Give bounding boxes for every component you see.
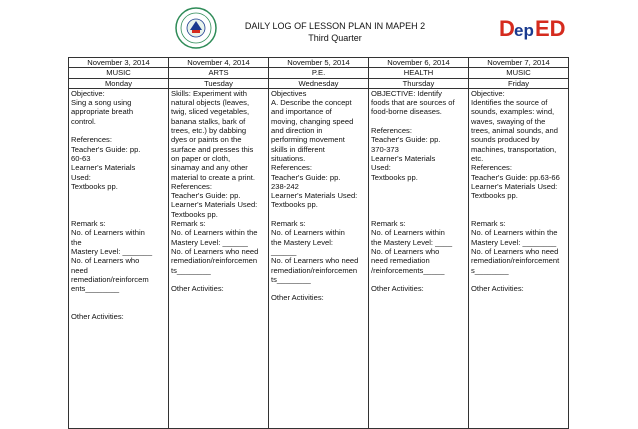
content-line: A. Describe the concept: [271, 98, 352, 108]
content-line: Other Activities:: [71, 312, 124, 322]
date-cell: November 3, 2014: [69, 58, 169, 68]
content-line: Skills: Experiment with: [171, 88, 247, 98]
lesson-content-cell: [69, 88, 169, 428]
content-line: [471, 275, 566, 284]
content-line: [371, 117, 466, 126]
subject-cell: HEALTH: [369, 68, 469, 78]
date-cell: November 5, 2014: [269, 58, 369, 68]
content-line: [71, 210, 166, 219]
content-line: [371, 182, 466, 191]
content-line: No. of Learners who need: [271, 256, 359, 266]
content-line: trees, etc.) by dabbing: [171, 126, 247, 136]
document-title: [215, 20, 455, 44]
content-line: 60-63: [71, 153, 91, 163]
content-line: control.: [71, 116, 96, 126]
content-line: [371, 275, 466, 284]
content-line: s________: [471, 265, 509, 275]
content-line: Remark s:: [271, 219, 306, 229]
content-line: [71, 303, 166, 312]
content-line: 370-373: [371, 144, 399, 154]
content-line: etc.: [471, 153, 484, 163]
content-line: No. of Learners within: [371, 228, 445, 238]
content-line: /reinforcements_____: [371, 265, 445, 275]
day-row: [69, 78, 569, 88]
content-line: Other Activities:: [171, 284, 224, 294]
date-cell: November 6, 2014: [369, 58, 469, 68]
content-line: Learner's Materials Used:: [171, 200, 258, 210]
content-line: [471, 200, 566, 209]
content-line: twig, sliced vegetables,: [171, 107, 250, 117]
content-row: [69, 88, 569, 428]
content-line: [71, 200, 166, 209]
content-line: No. of Learners within the: [171, 228, 258, 238]
content-line: dyes or paints on the: [171, 135, 242, 145]
content-line: Remark s:: [371, 219, 406, 229]
content-line: References:: [471, 163, 512, 173]
content-line: Objective:: [71, 88, 105, 98]
content-line: food-borne diseases.: [371, 107, 442, 117]
subject-cell: MUSIC: [69, 68, 169, 78]
content-line: need remediation: [371, 256, 430, 266]
content-line: natural objects (leaves,: [171, 98, 250, 108]
content-line: remediation/reinforcement: [471, 256, 560, 266]
content-line: need: [71, 265, 88, 275]
title-line-2: Third Quarter: [308, 33, 362, 43]
svg-text:ED: ED: [535, 16, 566, 41]
subject-cell: P.E.: [269, 68, 369, 78]
content-line: [471, 210, 566, 219]
lesson-content-cell: [469, 88, 569, 428]
content-line: Textbooks pp.: [371, 172, 418, 182]
content-line: No. of Learners within the: [471, 228, 558, 238]
content-line: Remark s:: [471, 219, 506, 229]
content-line: trees, animal sounds, and: [471, 126, 558, 136]
content-line: No. of Learners who need: [171, 246, 259, 256]
page-header: [0, 0, 638, 58]
subject-row: [69, 68, 569, 78]
content-line: skills in different: [271, 144, 325, 154]
content-line: [171, 275, 266, 284]
lesson-content-cell: [269, 88, 369, 428]
content-line: and importance of: [271, 107, 332, 117]
content-line: Teacher's Guide: pp.: [371, 135, 441, 145]
day-cell: Wednesday: [269, 78, 369, 88]
content-line: No. of Learners within: [271, 228, 345, 238]
content-line: sounds, examples: wind,: [471, 107, 555, 117]
content-line: Textbooks pp.: [471, 191, 518, 201]
content-line: Learner's Materials: [371, 153, 436, 163]
content-line: OBJECTIVE: Identify: [371, 88, 442, 98]
content-line: material to create a print.: [171, 172, 255, 182]
content-line: Teacher's Guide: pp.63-66: [471, 172, 560, 182]
day-cell: Monday: [69, 78, 169, 88]
content-line: foods that are sources of: [371, 98, 455, 108]
deped-logo: [497, 12, 573, 44]
content-line: [271, 284, 366, 293]
content-line: the: [71, 237, 82, 247]
date-cell: November 4, 2014: [169, 58, 269, 68]
content-line: ents________: [71, 284, 120, 294]
content-line: [371, 210, 466, 219]
svg-text:D: D: [499, 16, 515, 41]
content-line: Textbooks pp.: [71, 181, 118, 191]
content-line: Teacher's Guide: pp.: [171, 191, 241, 201]
content-line: No. of Learners who need: [471, 246, 559, 256]
content-line: Mastery Level: ________: [471, 237, 557, 247]
content-line: No. of Learners within: [71, 228, 145, 238]
content-line: remediation/reinforcemen: [171, 256, 258, 266]
content-line: ______: [271, 246, 297, 256]
content-line: situations.: [271, 153, 306, 163]
content-line: No. of Learners who: [71, 256, 140, 266]
content-line: the Mastery Level:: [271, 237, 334, 247]
content-line: banana stalks, bark of: [171, 116, 246, 126]
svg-text:ep: ep: [514, 21, 534, 40]
content-line: sinamay and any other: [171, 163, 248, 173]
content-line: References:: [171, 181, 212, 191]
content-line: Remark s:: [171, 219, 206, 229]
content-line: and direction in: [271, 126, 323, 136]
content-line: [71, 293, 166, 302]
content-line: Other Activities:: [271, 293, 324, 303]
day-cell: Friday: [469, 78, 569, 88]
subject-cell: MUSIC: [469, 68, 569, 78]
content-line: remediation/reinforcemen: [271, 265, 358, 275]
content-line: remediation/reinforcem: [71, 274, 149, 284]
content-line: surface and presses this: [171, 144, 254, 154]
lesson-content-cell: [169, 88, 269, 428]
content-line: References:: [271, 163, 312, 173]
title-line-1: DAILY LOG OF LESSON PLAN IN MAPEH 2: [244, 21, 426, 31]
content-line: moving, changing speed: [271, 116, 354, 126]
content-line: No. of Learners who: [371, 246, 440, 256]
content-line: 238-242: [271, 181, 299, 191]
day-cell: Thursday: [369, 78, 469, 88]
content-line: [371, 191, 466, 200]
lesson-content-cell: [369, 88, 469, 428]
content-line: [71, 191, 166, 200]
content-line: Learner's Materials Used:: [471, 181, 558, 191]
content-line: machines, transportation,: [471, 144, 557, 154]
content-line: Teacher's Guide: pp.: [71, 144, 141, 154]
content-line: Textbooks pp.: [171, 209, 218, 219]
date-cell: November 7, 2014: [469, 58, 569, 68]
content-line: the Mastery Level: ____: [371, 237, 453, 247]
content-line: References:: [371, 126, 412, 136]
content-line: ts________: [271, 274, 311, 284]
content-line: [371, 200, 466, 209]
content-line: Used:: [371, 163, 391, 173]
lesson-plan-table: [68, 57, 569, 429]
content-line: Other Activities:: [471, 284, 524, 294]
content-line: Used:: [71, 172, 91, 182]
content-line: waves, swaying of the: [471, 116, 546, 126]
content-line: Other Activities:: [371, 284, 424, 294]
content-line: appropriate breath: [71, 107, 134, 117]
content-line: Learner's Materials: [71, 163, 136, 173]
content-line: Remark s:: [71, 219, 106, 229]
content-line: Learner's Materials Used:: [271, 191, 358, 201]
content-line: Identifies the source of: [471, 98, 548, 108]
content-line: Mastery Level: _______: [71, 246, 153, 256]
content-line: Objectives: [271, 88, 307, 98]
subject-cell: ARTS: [169, 68, 269, 78]
content-line: [71, 126, 166, 135]
content-line: Mastery Level: ______: [171, 237, 248, 247]
content-line: ts________: [171, 265, 211, 275]
content-line: Teacher's Guide: pp.: [271, 172, 341, 182]
content-line: performing movement: [271, 135, 345, 145]
content-line: [271, 210, 366, 219]
deped-seal-icon: [174, 6, 218, 50]
date-row: [69, 58, 569, 68]
day-cell: Tuesday: [169, 78, 269, 88]
content-line: References:: [71, 135, 112, 145]
content-line: on paper or cloth,: [171, 153, 231, 163]
content-line: Sing a song using: [71, 98, 132, 108]
content-line: Textbooks pp.: [271, 200, 318, 210]
deped-logo-icon: [497, 12, 573, 44]
content-line: Objective:: [471, 88, 505, 98]
content-line: sounds produced by: [471, 135, 540, 145]
